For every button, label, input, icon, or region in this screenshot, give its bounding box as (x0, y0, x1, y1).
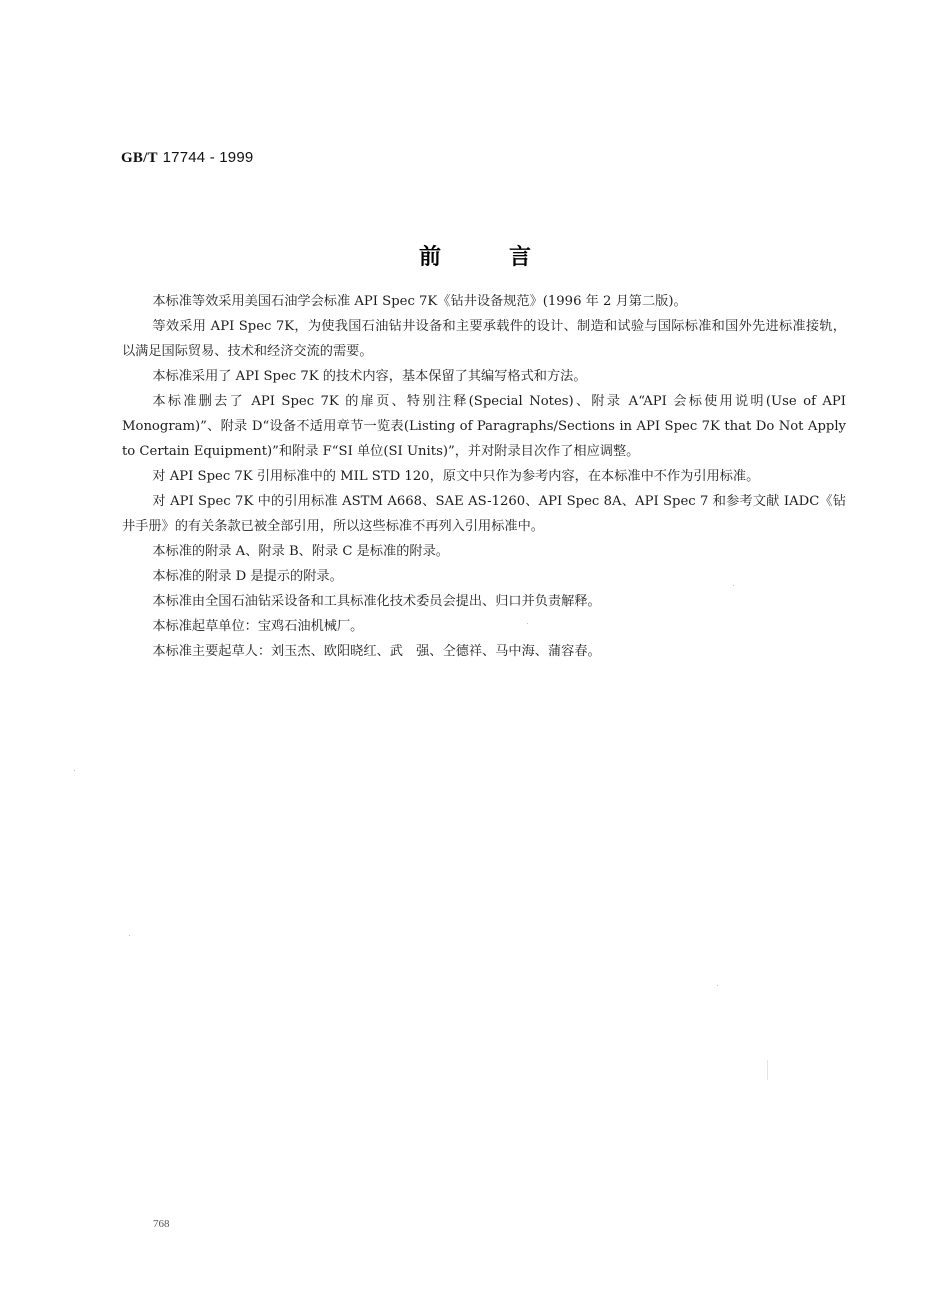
page-number: 768 (153, 1218, 170, 1230)
standard-prefix: GB/T (121, 150, 158, 166)
page-title (0, 240, 950, 271)
standard-number: 17744 - 1999 (162, 149, 254, 166)
paragraph: 本标准删去了 API Spec 7K 的扉页、特别注释(Special Notes)、附录 A“API 会标使用说明(Use of API Monogram)”、附录 D“设备不适用章节一览表(Listing of Paragraphs/Sections in API Spec 7K that Do Not Apply to Certain Equipment)”和附录 F“SI 单位(SI Units)”，并对附录目次作了相应调整。 (122, 394, 846, 459)
scan-speck (527, 623, 528, 624)
title-char-1: 前 (418, 244, 441, 270)
paragraph: 等效采用 API Spec 7K，为使我国石油钻井设备和主要承载件的设计、制造和试验与国际标准和国外先进标准接轨，以满足国际贸易、技术和经济交流的需要。 (122, 319, 846, 359)
paragraph: 本标准采用了 API Spec 7K 的技术内容，基本保留了其编写格式和方法。 (152, 369, 587, 384)
standard-code (121, 148, 253, 167)
paragraph: 本标准由全国石油钻采设备和工具标准化技术委员会提出、归口并负责解释。 (152, 594, 601, 609)
paragraph: 本标准的附录 D 是提示的附录。 (152, 569, 343, 584)
scan-speck (74, 770, 75, 771)
scan-speck (767, 1060, 768, 1080)
scan-speck (717, 985, 718, 986)
title-char-2: 言 (509, 244, 532, 270)
foreword-body (122, 289, 846, 664)
paragraph: 对 API Spec 7K 中的引用标准 ASTM A668、SAE AS-1260、API Spec 8A、API Spec 7 和参考文献 IADC《钻井手册》的有关条款已被全部引用，所以这些标准不再列入引用标准中。 (122, 494, 846, 534)
paragraph: 本标准等效采用美国石油学会标准 API Spec 7K《钻井设备规范》(1996 年 2 月第二版)。 (152, 294, 687, 309)
paragraph: 本标准的附录 A、附录 B、附录 C 是标准的附录。 (152, 544, 449, 559)
paragraph: 本标准主要起草人：刘玉杰、欧阳晓红、武 强、仝德祥、马中海、蒲容春。 (152, 644, 601, 659)
scan-speck (129, 935, 130, 936)
paragraph: 本标准起草单位：宝鸡石油机械厂。 (152, 619, 364, 634)
paragraph: 对 API Spec 7K 引用标准中的 MIL STD 120，原文中只作为参考内容，在本标准中不作为引用标准。 (152, 469, 760, 484)
scan-speck (733, 585, 734, 586)
